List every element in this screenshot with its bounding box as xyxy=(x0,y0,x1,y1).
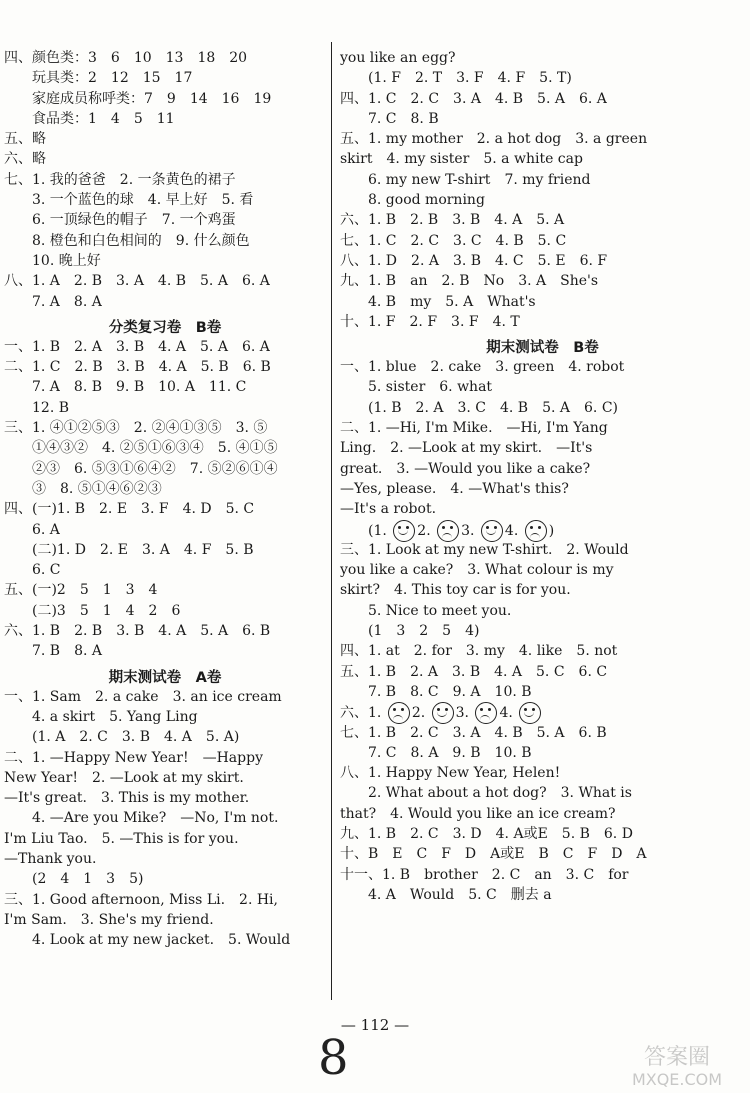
answer-line: (2 4 1 3 5) xyxy=(4,871,144,888)
smiley-sad-icon xyxy=(525,520,547,542)
answer-line: Ling. 2. —Look at my skirt. —It's xyxy=(340,440,593,457)
answer-line: 四、1. at 2. for 3. my 4. like 5. not xyxy=(340,643,618,660)
smiley-sad-icon xyxy=(388,702,410,724)
watermark-logo xyxy=(614,1040,740,1090)
answer-line: 一、1. Sam 2. a cake 3. an ice cream xyxy=(4,688,282,705)
watermark-text-2: MXQE.COM xyxy=(631,1070,723,1089)
answer-line: 十、B E C F D A或E B C F D A xyxy=(340,846,647,863)
answer-line: 六、1. 2. 3. 4. xyxy=(340,702,745,722)
answer-line: 八、1. D 2. A 3. B 4. C 5. E 6. F xyxy=(340,252,608,269)
answer-line: 五、略 xyxy=(4,131,46,148)
answer-line: 6. my new T-shirt 7. my friend xyxy=(340,171,591,188)
answer-line: 7. C 8. A 9. B 10. B xyxy=(340,744,532,761)
answer-line: 五、(一)2 5 1 3 4 xyxy=(4,582,158,599)
answer-line: 四、1. C 2. C 3. A 4. B 5. A 6. A xyxy=(340,90,607,107)
answer-line: 4. B my 5. A What's xyxy=(340,293,536,310)
answer-line: ②③ 6. ⑤③①⑥④② 7. ⑤②⑥①④ xyxy=(4,460,278,477)
answer-line: 二、1. —Happy New Year! —Happy xyxy=(4,749,263,766)
answer-line: 七、1. C 2. C 3. C 4. B 5. C xyxy=(340,232,567,249)
answer-line: (1. B 2. A 3. C 4. B 5. A 6. C) xyxy=(340,399,618,416)
answer-line: 食品类：1 4 5 11 xyxy=(4,110,175,127)
answer-line: 三、1. Good afternoon, Miss Li. 2. Hi, xyxy=(4,891,278,908)
answer-line: 四、(一)1. B 2. E 3. F 4. D 5. C xyxy=(4,501,255,518)
answer-line: 六、略 xyxy=(4,151,46,168)
answer-line: 五、1. my mother 2. a hot dog 3. a green xyxy=(340,131,648,148)
answer-line: 六、1. B 2. B 3. B 4. A 5. A 6. B xyxy=(4,623,271,640)
answer-line: 6. A xyxy=(4,521,60,538)
answer-line: New Year! 2. —Look at my skirt. xyxy=(4,769,244,786)
answer-line: skirt 4. my sister 5. a white cap xyxy=(340,151,583,168)
answer-line: 4. —Are you Mike? —No, I'm not. xyxy=(4,810,279,827)
answer-line: (1. 2. 3. 4. ) xyxy=(340,520,745,540)
answer-line: —Thank you. xyxy=(4,850,97,867)
answer-line: (1 3 2 5 4) xyxy=(340,623,480,640)
handwritten-mark: 8 xyxy=(318,1030,349,1086)
left-column xyxy=(4,48,326,950)
answer-line: 12. B xyxy=(4,399,70,416)
answer-line: 5. Nice to meet you. xyxy=(340,602,512,619)
answer-line: 七、1. B 2. C 3. A 4. B 5. A 6. B xyxy=(340,724,607,741)
smiley-happy-icon xyxy=(432,702,454,724)
answer-line: 3. 一个蓝色的球 4. 早上好 5. 看 xyxy=(4,192,254,209)
answer-line: 二、1. —Hi, I'm Mike. —Hi, I'm Yang xyxy=(340,420,608,437)
answer-line: 玩具类：2 12 15 17 xyxy=(4,70,193,87)
answer-line: 四、颜色类：3 6 10 13 18 20 xyxy=(4,50,248,66)
answer-line: 10. 晚上好 xyxy=(4,252,101,269)
answer-line: 一、1. B 2. A 3. B 4. A 5. A 6. A xyxy=(4,338,270,355)
smiley-happy-icon xyxy=(519,702,541,724)
answer-line: 4. A Would 5. C 删去 a xyxy=(340,886,552,903)
answer-line: 6. 一顶绿色的帽子 7. 一个鸡蛋 xyxy=(4,212,236,229)
answer-line: 4. Look at my new jacket. 5. Would xyxy=(4,932,291,949)
section-title: 分类复习卷 B卷 xyxy=(108,319,222,336)
right-column xyxy=(340,48,745,905)
smiley-sad-icon xyxy=(437,520,459,542)
answer-line: 7. A 8. A xyxy=(4,293,102,310)
smiley-happy-icon xyxy=(481,520,503,542)
answer-line: —Yes, please. 4. —What's this? xyxy=(340,480,569,497)
answer-line: 7. A 8. B 9. B 10. A 11. C xyxy=(4,379,247,396)
answer-line: 一、1. blue 2. cake 3. green 4. robot xyxy=(340,359,625,376)
answer-line: 三、1. Look at my new T-shirt. 2. Would xyxy=(340,541,629,558)
answer-line: —It's great. 3. This is my mother. xyxy=(4,790,250,807)
answer-line: 8. good morning xyxy=(340,192,485,209)
answer-line: 家庭成员称呼类：7 9 14 16 19 xyxy=(4,90,272,107)
answer-line: 2. What about a hot dog? 3. What is xyxy=(340,785,632,802)
answer-line: (1. A 2. C 3. B 4. A 5. A) xyxy=(4,729,240,746)
answer-line: (二)3 5 1 4 2 6 xyxy=(4,602,181,619)
answer-line: —It's a robot. xyxy=(340,501,437,518)
smiley-sad-icon xyxy=(475,702,497,724)
section-title: 期末测试卷 A卷 xyxy=(108,669,222,686)
answer-line: 8. 橙色和白色相间的 9. 什么颜色 xyxy=(4,232,250,249)
answer-line: 五、1. B 2. A 3. B 4. A 5. C 6. C xyxy=(340,663,608,680)
answer-line: ③ 8. ⑤①④⑥②③ xyxy=(4,480,162,497)
answer-line: you like an egg? xyxy=(340,50,456,66)
page-number: — 112 — xyxy=(340,1016,410,1034)
answer-line: 八、1. A 2. B 3. A 4. B 5. A 6. A xyxy=(4,273,270,290)
answer-line: 十一、1. B brother 2. C an 3. C for xyxy=(340,866,629,883)
answer-line: I'm Sam. 3. She's my friend. xyxy=(4,911,214,928)
answer-line: 六、1. B 2. B 3. B 4. A 5. A xyxy=(340,212,565,229)
answer-line: 十、1. F 2. F 3. F 4. T xyxy=(340,313,520,330)
answer-line: 5. sister 6. what xyxy=(340,379,493,396)
answer-line: 7. B 8. A xyxy=(4,643,103,660)
answer-line: ①④③② 4. ②⑤①⑥③④ 5. ④①⑤ xyxy=(4,440,278,457)
answer-line: 九、1. B an 2. B No 3. A She's xyxy=(340,273,599,290)
answer-line: skirt? 4. This toy car is for you. xyxy=(340,582,571,599)
answer-line: (1. F 2. T 3. F 4. F 5. T) xyxy=(340,70,572,87)
answer-line: you like a cake? 3. What colour is my xyxy=(340,562,614,579)
answer-line: that? 4. Would you like an ice cream? xyxy=(340,805,616,822)
column-divider xyxy=(331,42,332,1000)
answer-line: 八、1. Happy New Year, Helen! xyxy=(340,765,561,782)
answer-line: (二)1. D 2. E 3. A 4. F 5. B xyxy=(4,541,254,558)
answer-line: 7. B 8. C 9. A 10. B xyxy=(340,683,532,700)
answer-line: 7. C 8. B xyxy=(340,110,439,127)
section-title: 期末测试卷 B卷 xyxy=(486,340,599,357)
answer-line: 6. C xyxy=(4,562,61,579)
watermark-text-1: 答案圈 xyxy=(643,1045,711,1070)
answer-line: great. 3. —Would you like a cake? xyxy=(340,460,591,477)
answer-line: 4. a skirt 5. Yang Ling xyxy=(4,708,198,725)
answer-line: 三、1. ④①②⑤③ 2. ②④①③⑤ 3. ⑤ xyxy=(4,420,268,437)
smiley-happy-icon xyxy=(393,520,415,542)
answer-line: 七、1. 我的爸爸 2. 一条黄色的裙子 xyxy=(4,171,236,188)
answer-line: 二、1. C 2. B 3. B 4. A 5. B 6. B xyxy=(4,359,271,376)
answer-line: 九、1. B 2. C 3. D 4. A或E 5. B 6. D xyxy=(340,825,633,842)
answer-line: I'm Liu Tao. 5. —This is for you. xyxy=(4,830,239,847)
